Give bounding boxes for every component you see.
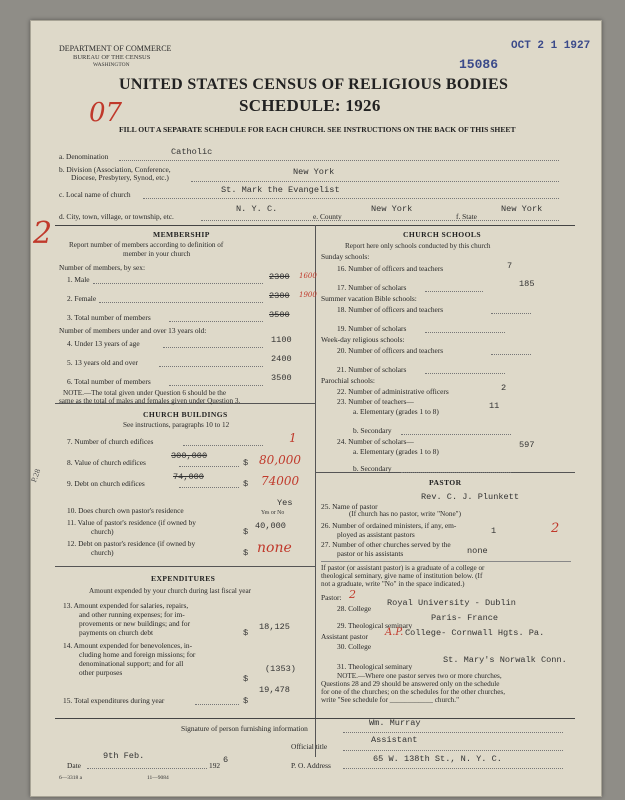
instruction-line: FILL OUT A SEPARATE SCHEDULE FOR EACH CHURCH. SEE INSTRUCTIONS ON THE BACK OF THIS SHEET: [119, 125, 516, 134]
edifice-value-hand: 80,000: [259, 453, 301, 467]
benevolences-label-3: denominational support; and for all: [79, 659, 184, 668]
sunday-scholars-label: 17. Number of scholars: [337, 283, 407, 292]
edifice-debt-typed: 74,000: [173, 472, 204, 482]
total-expenditures-dollar: $: [243, 696, 249, 706]
date-value: 9th Feb.: [103, 751, 145, 761]
running-expenses-label-2: and other running expenses; for im-: [79, 610, 185, 619]
schools-sub: Report here only schools conducted by this church: [345, 242, 491, 250]
admin-officers-label: 22. Number of administrative officers: [337, 387, 449, 396]
residence-value-value: 40,000: [255, 521, 286, 531]
residence-debt-dollar: $: [243, 548, 249, 558]
print-code-2: 11—9084: [147, 775, 169, 781]
membership-note-2: same as the total of males and females given under Question 3.: [59, 397, 241, 405]
margin-pencil-mark: P.28: [29, 467, 43, 484]
benevolences-label-2: cluding home and foreign missions; for: [79, 650, 196, 659]
expenditures-sub: Amount expended by your church during last fiscal year: [89, 587, 252, 595]
received-date-stamp: OCT 2 1 1927: [511, 40, 591, 52]
pastor-seminary-value: Paris- France: [431, 613, 499, 623]
female-label: 2. Female: [67, 294, 97, 303]
graduate-note-3: not a graduate, write "No" in the space indicated.): [321, 580, 465, 588]
assistant-college-label: 30. College: [337, 642, 372, 651]
over-13-value: 2400: [271, 354, 292, 364]
running-expenses-label-3: provements or new buildings; and for: [79, 619, 191, 628]
residence-value-dollar: $: [243, 527, 249, 537]
pastor-name-label: 25. Name of pastor: [321, 502, 378, 511]
division-label-1: b. Division (Association, Conference,: [59, 165, 171, 174]
handwritten-code-07: 07: [89, 98, 123, 128]
buildings-heading: CHURCH BUILDINGS: [143, 410, 228, 419]
edifice-debt-hand: 74000: [261, 474, 300, 488]
benevolences-value: (1353): [265, 664, 296, 674]
pastor-college-label: 28. College: [337, 604, 372, 613]
male-label: 1. Male: [67, 275, 90, 284]
state-label: f. State: [456, 212, 477, 221]
county-label: e. County: [313, 212, 342, 221]
weekday-schools-label: Week-day religious schools:: [321, 335, 405, 344]
scholars-secondary-label: b. Secondary: [353, 464, 392, 473]
pastor-education-label: Pastor:: [321, 593, 342, 602]
teachers-secondary-label: b. Secondary: [353, 426, 392, 435]
local-name-label: c. Local name of church: [59, 190, 131, 199]
weekday-scholars-label: 21. Number of scholars: [337, 365, 407, 374]
city-label: d. City, town, village, or township, etc.: [59, 212, 174, 221]
census-schedule-sheet: [30, 20, 602, 797]
running-expenses-label-1: 13. Amount expended for salaries, repairs,: [63, 601, 189, 610]
residence-value-label-2: church): [91, 527, 114, 536]
signature-label: Signature of person furnishing information: [181, 724, 308, 733]
po-address-label: P. O. Address: [291, 761, 331, 770]
total-members-label-6: 6. Total number of members: [67, 377, 151, 386]
membership-sub-1: Report number of members according to definition of: [69, 241, 224, 249]
by-sex-label: Number of members, by sex:: [59, 263, 145, 272]
pastor-name-value: Rev. C. J. Plunkett: [421, 492, 519, 502]
membership-note-1: NOTE.—The total given under Question 6 should be the: [63, 389, 227, 397]
sunday-officers-label: 16. Number of officers and teachers: [337, 264, 444, 273]
admin-officers-value: 2: [501, 383, 507, 393]
sunday-officers-value: 7: [507, 261, 513, 271]
summer-officers-label: 18. Number of officers and teachers: [337, 305, 444, 314]
female-hand-value: 1900: [299, 291, 317, 299]
male-hand-value: 1600: [299, 272, 317, 280]
official-title-label: Official title: [291, 742, 328, 751]
other-churches-label-2: pastor or his assistants: [337, 549, 404, 558]
other-churches-value: none: [467, 546, 488, 556]
assistant-education-hand: A.P.: [385, 627, 404, 638]
male-value: 2300: [269, 272, 290, 282]
under-13-label: 4. Under 13 years of age: [67, 339, 140, 348]
total-members-value-3: 3500: [269, 310, 290, 320]
pastor-seminary-label: 29. Theological seminary: [337, 621, 413, 630]
teachers-label: 23. Number of teachers—: [337, 397, 414, 406]
assistant-education-label: Assistant pastor: [321, 632, 369, 641]
residence-debt-hand: none: [257, 540, 292, 556]
residence-debt-label-1: 12. Debt on pastor's residence (if owned by: [67, 539, 196, 548]
total-expenditures-label: 15. Total expenditures during year: [63, 696, 165, 705]
pastor-note-2: Questions 28 and 29 should be answered only on the schedule: [321, 680, 500, 688]
serial-number-stamp: 15086: [459, 57, 499, 72]
handwritten-mark-2: 2: [33, 216, 53, 251]
pastor-note-3: for one of the churches; on the schedules for the other churches,: [321, 688, 506, 696]
benevolences-label-1: 14. Amount expended for benevolences, in-: [63, 641, 193, 650]
denomination-value: Catholic: [171, 147, 213, 157]
residence-own-value: Yes: [277, 498, 293, 508]
assistants-label-2: ployed as assistant pastors: [337, 530, 415, 539]
division-label-2: Diocese, Presbytery, Synod, etc.): [71, 173, 169, 182]
county-value: New York: [371, 204, 413, 214]
denomination-label: a. Denomination: [59, 152, 109, 161]
edifice-debt-dollar: $: [243, 479, 249, 489]
edifice-value-typed: 300,000: [171, 451, 208, 461]
assistants-value: 1: [491, 526, 497, 536]
membership-heading: MEMBERSHIP: [153, 230, 210, 239]
benevolences-label-4: other purposes: [79, 668, 123, 677]
pastor-name-hint: (If church has no pastor, write "None"): [349, 510, 461, 518]
city-value: N. Y. C.: [236, 204, 278, 214]
year-label: 192: [209, 761, 221, 770]
pastor-college-value: Royal University - Dublin: [387, 598, 516, 608]
local-name-value: St. Mark the Evangelist: [221, 185, 340, 195]
residence-value-label-1: 11. Value of pastor's residence (if owned by: [67, 518, 196, 527]
running-expenses-dollar: $: [243, 628, 249, 638]
pastor-note-4: write "See schedule for ____________ church.": [321, 696, 460, 704]
running-expenses-value: 18,125: [259, 622, 290, 632]
graduate-note-2: theological seminary, give name of institution below. (If: [321, 572, 483, 580]
summer-schools-label: Summer vacation Bible schools:: [321, 294, 417, 303]
assistant-seminary-value: St. Mary's Norwalk Conn.: [443, 655, 567, 665]
weekday-officers-label: 20. Number of officers and teachers: [337, 346, 444, 355]
membership-sub-2: member in your church: [123, 250, 191, 258]
po-address-value: 65 W. 138th St., N. Y. C.: [373, 754, 502, 764]
official-title-value: Assistant: [371, 735, 418, 745]
teachers-elementary-label: a. Elementary (grades 1 to 8): [353, 407, 439, 416]
expenditures-heading: EXPENDITURES: [151, 574, 216, 583]
washington-label: WASHINGTON: [93, 62, 130, 68]
over-13-label: 5. 13 years old and over: [67, 358, 139, 367]
buildings-sub: See instructions, paragraphs 10 to 12: [123, 421, 230, 429]
total-members-label-3: 3. Total number of members: [67, 313, 151, 322]
print-code: 6—3318 a: [59, 775, 83, 781]
year-value: 6: [223, 755, 229, 765]
assistant-seminary-label: 31. Theological seminary: [337, 662, 413, 671]
assistants-label-1: 26. Number of ordained ministers, if any, em-: [321, 521, 457, 530]
sunday-schools-label: Sunday schools:: [321, 252, 370, 261]
total-members-value-6: 3500: [271, 373, 292, 383]
edifice-value-label: 8. Value of church edifices: [67, 458, 146, 467]
form-title: UNITED STATES CENSUS OF RELIGIOUS BODIES: [119, 76, 509, 93]
scholars-elementary-value: 597: [519, 440, 535, 450]
assistant-college-value: College- Cornwall Hgts. Pa.: [405, 628, 545, 638]
benevolences-dollar: $: [243, 674, 249, 684]
scholars-elementary-label: a. Elementary (grades 1 to 8): [353, 447, 439, 456]
edifice-value-dollar: $: [243, 458, 249, 468]
female-value: 2300: [269, 291, 290, 301]
yes-or-no-caption: Yes or No: [261, 510, 285, 516]
state-value: New York: [501, 204, 543, 214]
schools-heading: CHURCH SCHOOLS: [403, 230, 481, 239]
summer-scholars-label: 19. Number of scholars: [337, 324, 407, 333]
division-value: New York: [293, 167, 335, 177]
edifices-count-label: 7. Number of church edifices: [67, 437, 154, 446]
scholars-label: 24. Number of scholars—: [337, 437, 414, 446]
edifices-count-hand: 1: [289, 431, 297, 445]
graduate-note-1: If pastor (or assistant pastor) is a graduate of a college or: [321, 564, 485, 572]
age-label: Number of members under and over 13 years old:: [59, 326, 207, 335]
under-13-value: 1100: [271, 335, 292, 345]
total-expenditures-value: 19,478: [259, 685, 290, 695]
assistants-hand: 2: [551, 521, 560, 536]
residence-own-label: 10. Does church own pastor's residence: [67, 506, 184, 515]
department-label: DEPARTMENT OF COMMERCE: [59, 44, 172, 53]
schedule-title: SCHEDULE: 1926: [239, 96, 381, 115]
pastor-note-1: NOTE.—Where one pastor serves two or more churches,: [337, 672, 502, 680]
pastor-heading: PASTOR: [429, 478, 462, 487]
teachers-elementary-value: 11: [489, 401, 500, 411]
parochial-schools-label: Parochial schools:: [321, 376, 375, 385]
residence-debt-label-2: church): [91, 548, 114, 557]
sunday-scholars-value: 185: [519, 279, 535, 289]
edifice-debt-label: 9. Debt on church edifices: [67, 479, 145, 488]
pastor-education-hand: 2: [349, 588, 356, 601]
date-label: Date: [67, 761, 81, 770]
bureau-label: BUREAU OF THE CENSUS: [73, 54, 151, 61]
other-churches-label-1: 27. Number of other churches served by the: [321, 540, 451, 549]
running-expenses-label-4: payments on church debt: [79, 628, 154, 637]
signature-value: Wm. Murray: [369, 718, 421, 728]
